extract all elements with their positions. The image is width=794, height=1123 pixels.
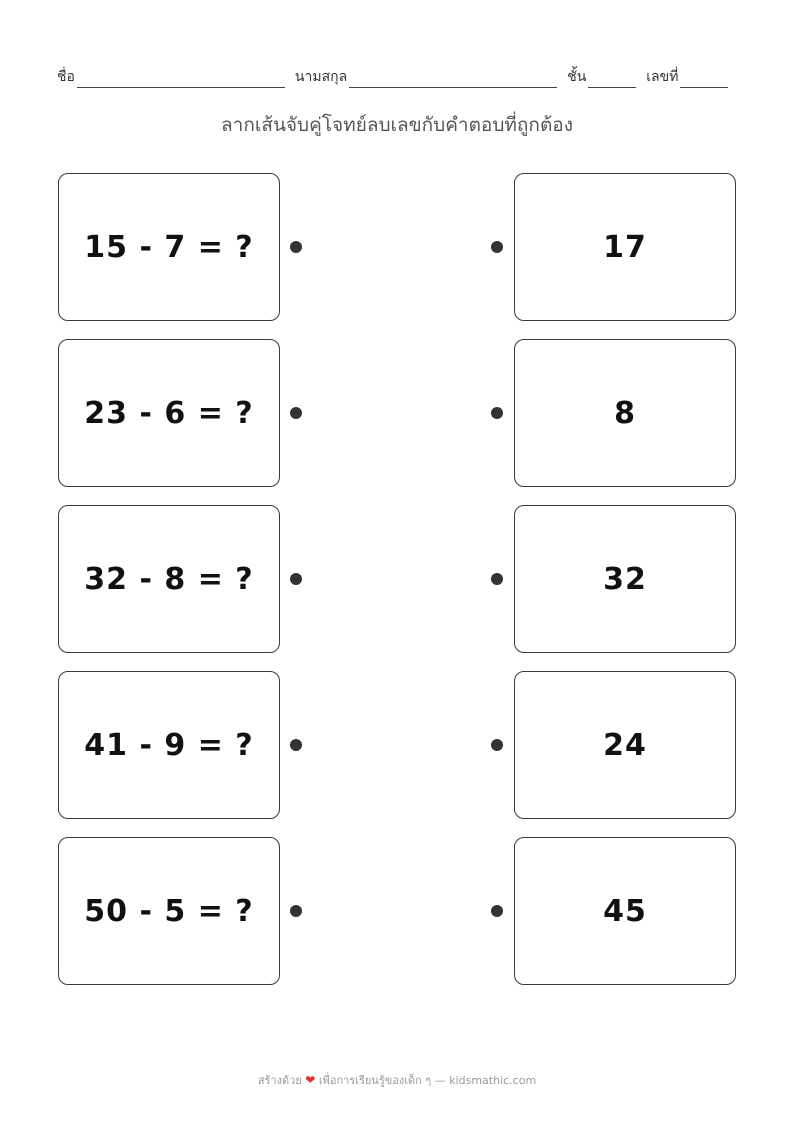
problem-text: 50 - 5 = ? xyxy=(84,893,254,929)
surname-label: นามสกุล xyxy=(294,69,348,85)
problem-connector-dot[interactable] xyxy=(290,905,302,917)
answer-text: 45 xyxy=(603,893,647,929)
answer-connector-dot[interactable] xyxy=(491,241,503,253)
problem-connector-dot[interactable] xyxy=(290,241,302,253)
problem-text: 32 - 8 = ? xyxy=(84,561,254,597)
answer-connector-dot[interactable] xyxy=(491,739,503,751)
footer-made-with: สร้างด้วย xyxy=(257,1074,302,1087)
answer-text: 24 xyxy=(603,727,647,763)
answer-card xyxy=(514,173,736,321)
student-info-header xyxy=(57,66,747,88)
answer-text: 17 xyxy=(603,229,647,265)
name-line[interactable] xyxy=(77,73,285,88)
problem-card xyxy=(58,173,280,321)
answer-card xyxy=(514,339,736,487)
number-label: เลขที่ xyxy=(646,69,679,85)
number-field[interactable] xyxy=(646,66,728,88)
problem-card xyxy=(58,339,280,487)
problem-connector-dot[interactable] xyxy=(290,407,302,419)
class-line[interactable] xyxy=(588,73,636,88)
problem-text: 23 - 6 = ? xyxy=(84,395,254,431)
class-field[interactable] xyxy=(567,66,636,88)
problem-card xyxy=(58,505,280,653)
footer-tagline: เพื่อการเรียนรู้ของเด็ก ๆ — kidsmathic.com xyxy=(318,1074,537,1087)
answer-card xyxy=(514,671,736,819)
answer-card xyxy=(514,837,736,985)
problem-text: 41 - 9 = ? xyxy=(84,727,254,763)
footer-credit xyxy=(0,1071,794,1089)
name-label: ชื่อ xyxy=(57,69,75,85)
worksheet-title: ลากเส้นจับคู่โจทย์ลบเลขกับคำตอบที่ถูกต้อง xyxy=(221,114,573,136)
problem-connector-dot[interactable] xyxy=(290,739,302,751)
answer-text: 32 xyxy=(603,561,647,597)
answer-connector-dot[interactable] xyxy=(491,573,503,585)
number-line[interactable] xyxy=(680,73,728,88)
heart-icon: ❤ xyxy=(305,1073,316,1087)
name-field[interactable] xyxy=(57,66,285,88)
problem-text: 15 - 7 = ? xyxy=(84,229,254,265)
answer-connector-dot[interactable] xyxy=(491,905,503,917)
answer-card xyxy=(514,505,736,653)
surname-line[interactable] xyxy=(349,73,557,88)
problem-card xyxy=(58,837,280,985)
problem-connector-dot[interactable] xyxy=(290,573,302,585)
class-label: ชั้น xyxy=(567,69,587,85)
problem-card xyxy=(58,671,280,819)
answer-connector-dot[interactable] xyxy=(491,407,503,419)
answer-text: 8 xyxy=(614,395,636,431)
surname-field[interactable] xyxy=(295,66,557,88)
